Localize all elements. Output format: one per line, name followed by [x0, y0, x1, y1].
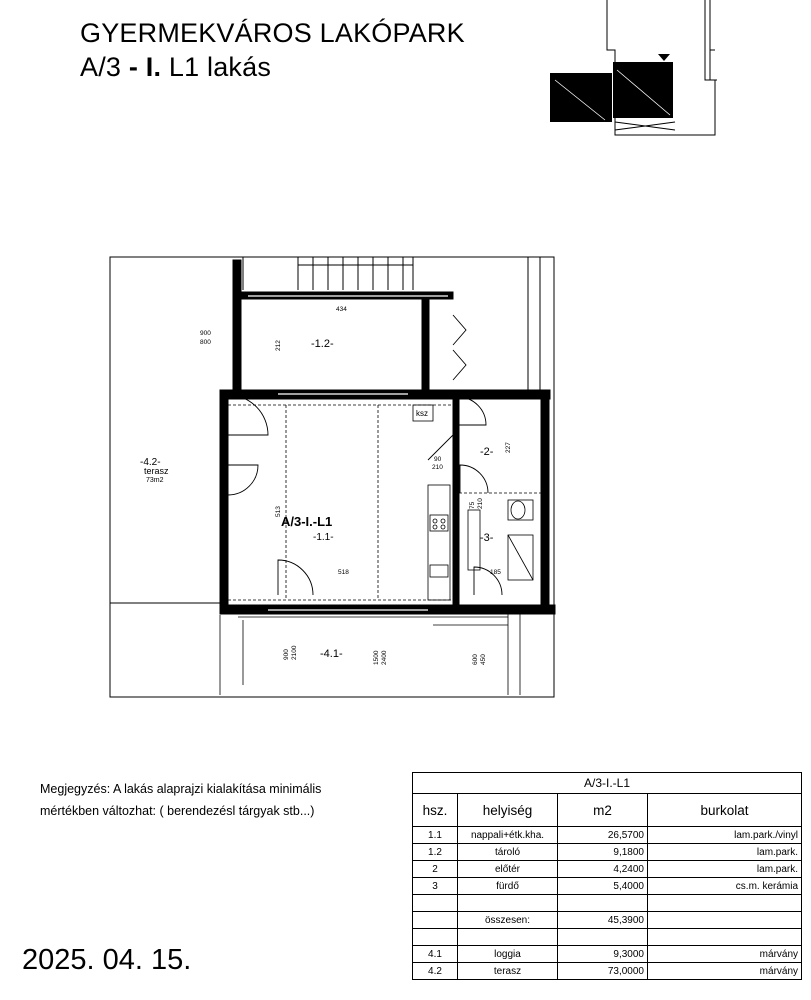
- terrace-word: terasz: [144, 466, 169, 476]
- ksz-label: ksz: [416, 409, 428, 418]
- header-m2: m2: [558, 794, 648, 827]
- table-caption: A/3-I.-L1: [413, 773, 802, 794]
- cell-m2: 73,0000: [558, 963, 648, 980]
- toilet: [511, 501, 525, 519]
- project-name: GYERMEKVÁROS LAKÓPARK: [80, 18, 465, 48]
- dim-210: 210: [432, 464, 443, 471]
- table-header-row: [413, 794, 802, 827]
- table-caption-row: [413, 773, 802, 794]
- key-plan-north-marker: [658, 54, 670, 61]
- cell-helyiseg: fürdő: [458, 878, 558, 895]
- cell-burkolat: lam.park./vinyl: [648, 827, 802, 844]
- room-2-label: -2-: [480, 446, 494, 458]
- cell-m2: 5,4000: [558, 878, 648, 895]
- cell-burkolat: márvány: [648, 946, 802, 963]
- table-row-total: [413, 912, 802, 929]
- cell-m2: 9,3000: [558, 946, 648, 963]
- dim-212: 212: [275, 340, 282, 351]
- cell-hsz: [413, 929, 458, 946]
- cell-burkolat: cs.m. kerámia: [648, 878, 802, 895]
- room-1-2-label: -1.2-: [311, 338, 334, 350]
- cell-helyiseg: terasz: [458, 963, 558, 980]
- cell-burkolat: lam.park.: [648, 861, 802, 878]
- cell-helyiseg: [458, 895, 558, 912]
- dim-450: 450: [480, 654, 487, 665]
- room-table: [412, 772, 802, 980]
- wall-storage-left: [233, 260, 241, 393]
- wall-bath-left: [453, 395, 459, 610]
- dim-800: 800: [200, 339, 211, 346]
- floor-plan: [108, 255, 558, 700]
- cell-hsz: 3: [413, 878, 458, 895]
- dim-513: 513: [275, 506, 282, 517]
- unit-label: A/3-I.-L1: [281, 514, 333, 529]
- dim-227: 227: [505, 442, 512, 453]
- washbasin: [508, 500, 533, 520]
- table-row: [413, 878, 802, 895]
- key-plan: [545, 0, 745, 140]
- cell-m2: 4,2400: [558, 861, 648, 878]
- cell-hsz: 1.2: [413, 844, 458, 861]
- note-line-1: Megjegyzés: A lakás alaprajzi kialakítása minimális: [40, 782, 322, 796]
- room-4-1-label: -4.1-: [320, 648, 343, 660]
- cell-burkolat: márvány: [648, 963, 802, 980]
- cell-hsz: 1.1: [413, 827, 458, 844]
- cell-hsz: [413, 895, 458, 912]
- table-row: [413, 963, 802, 980]
- dim-210b: 210: [477, 498, 484, 509]
- note-line-2: mértékben változhat: ( berendezésl tárgyak stb...): [40, 804, 315, 818]
- room-4-2-label: -4.2-: [140, 457, 161, 468]
- dim-900: 900: [200, 330, 211, 337]
- cell-helyiseg: összesen:: [458, 912, 558, 929]
- room-3-label: -3-: [480, 532, 494, 544]
- dim-75: 75: [469, 501, 476, 509]
- dim-434: 434: [336, 306, 347, 313]
- cell-hsz: 4.1: [413, 946, 458, 963]
- cell-m2: 45,3900: [558, 912, 648, 929]
- cell-helyiseg: előtér: [458, 861, 558, 878]
- cell-burkolat: lam.park.: [648, 844, 802, 861]
- table-row: [413, 946, 802, 963]
- header-helyiseg: helyiség: [458, 794, 558, 827]
- dim-2100: 2100: [291, 645, 298, 660]
- cell-m2: [558, 929, 648, 946]
- terrace-area: 73m2: [146, 477, 164, 484]
- cell-hsz: 2: [413, 861, 458, 878]
- cell-helyiseg: loggia: [458, 946, 558, 963]
- header-burkolat: burkolat: [648, 794, 802, 827]
- key-plan-block-left: [550, 73, 612, 122]
- table-row: [413, 827, 802, 844]
- cell-m2: [558, 895, 648, 912]
- date: 2025. 04. 15.: [22, 944, 192, 976]
- wall-left: [220, 390, 228, 610]
- cell-burkolat: [648, 895, 802, 912]
- cell-hsz: [413, 912, 458, 929]
- note: [40, 778, 321, 822]
- cell-burkolat: [648, 912, 802, 929]
- wall-storage-right: [422, 292, 429, 395]
- cell-hsz: 4.2: [413, 963, 458, 980]
- wall-right: [541, 390, 549, 610]
- kitchen-counter: [428, 485, 450, 600]
- table-row: [413, 895, 802, 912]
- dim-90: 90: [434, 456, 442, 463]
- table-row: [413, 929, 802, 946]
- cell-burkolat: [648, 929, 802, 946]
- dim-600: 600: [472, 654, 479, 665]
- cell-m2: 9,1800: [558, 844, 648, 861]
- table-row: [413, 861, 802, 878]
- page-title: [80, 16, 465, 84]
- unit-title: A/3 - I. L1 lakás: [80, 52, 272, 82]
- dim-518: 518: [338, 569, 349, 576]
- cell-helyiseg: nappali+étk.kha.: [458, 827, 558, 844]
- header-hsz: hsz.: [413, 794, 458, 827]
- dim-1500: 1500: [373, 650, 380, 665]
- room-1-1-label: -1.1-: [313, 532, 334, 543]
- cell-m2: 26,5700: [558, 827, 648, 844]
- cell-helyiseg: tároló: [458, 844, 558, 861]
- dim-900b: 900: [283, 649, 290, 660]
- table-row: [413, 844, 802, 861]
- dim-2400: 2400: [381, 650, 388, 665]
- cell-helyiseg: [458, 929, 558, 946]
- dim-185: 185: [490, 569, 501, 576]
